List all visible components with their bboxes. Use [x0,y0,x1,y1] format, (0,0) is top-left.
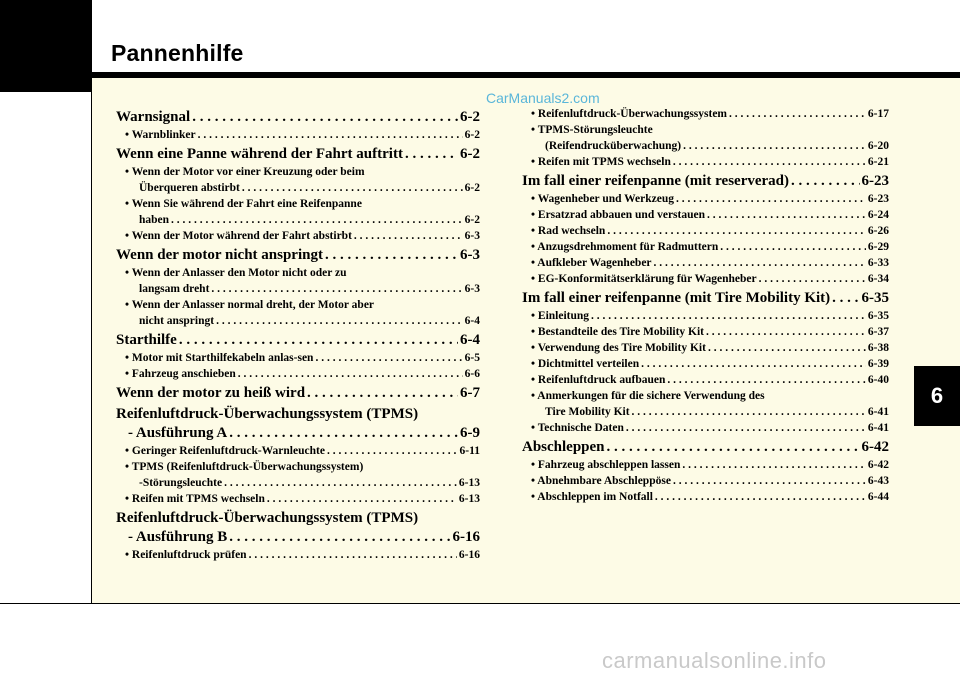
page-number: 6-3 [464,230,480,242]
page-number: 6-35 [867,310,889,322]
toc-entry[interactable] [116,443,480,459]
page-number: 6-17 [867,108,889,120]
entry-text: Tire Mobility Kit [545,406,630,418]
chapter-tab[interactable]: 6 [914,366,960,426]
dot-leader [315,350,462,366]
entry-line-1: • TPMS-Störungsleuchte [531,124,653,136]
dot-leader [632,404,866,420]
page-number: 6-39 [867,358,889,370]
entry-text: • Bestandteile des Tire Mobility Kit [531,326,705,338]
toc-entry[interactable] [116,459,480,491]
entry-text: • Dichtmittel verteilen [531,358,640,370]
entry-text: • Wenn der Motor während der Fahrt abstirbt [125,230,352,242]
toc-entry[interactable] [522,271,889,287]
dot-leader [729,106,866,122]
entry-line-2 [125,281,480,297]
entry-line-2 [125,212,480,228]
entry-text: haben [139,214,170,226]
dot-leader [676,191,866,207]
toc-entry[interactable] [522,255,889,271]
dot-leader [641,356,866,372]
toc-entry[interactable] [116,196,480,228]
entry-text: Im fall einer reifenpanne (mit reserverad) [522,173,790,189]
entry-line-1: • TPMS (Reifenluftdruck-Überwachungssystem) [125,461,364,473]
dot-leader [229,424,458,443]
toc-entry[interactable] [522,420,889,436]
toc-heading[interactable] [116,384,480,403]
page-number: 6-26 [867,225,889,237]
page-number: 6-9 [460,425,480,441]
entry-line-1: • Wenn der Anlasser normal dreht, der Motor aber [125,299,375,311]
entry-text: Im fall einer reifenpanne (mit Tire Mobility Kit) [522,290,831,306]
toc-entry[interactable] [522,340,889,356]
page-number: 6-3 [460,247,480,263]
dot-leader [591,308,866,324]
entry-text: • Ersatzrad abbauen und verstauen [531,209,705,221]
dot-leader [211,281,462,297]
dot-leader [667,372,866,388]
heading-line-1: Reifenluftdruck-Überwachungssystem (TPMS) [116,406,419,422]
toc-entry[interactable] [522,106,889,122]
entry-line-2 [531,404,889,420]
page-number: 6-35 [861,290,889,306]
entry-text: - Ausführung B [128,529,228,545]
toc-entry[interactable] [116,547,480,563]
toc-heading[interactable] [116,246,480,265]
page-number: 6-41 [867,422,889,434]
toc-entry[interactable] [522,372,889,388]
toc-entry[interactable] [522,489,889,505]
entry-text: - Ausführung A [128,425,228,441]
entry-text: Starthilfe [116,332,177,348]
page-number: 6-2 [460,146,480,162]
dot-leader [655,489,866,505]
page-number: 6-33 [867,257,889,269]
entry-text: Abschleppen [522,439,605,455]
entry-text: • Geringer Reifenluftdruck-Warnleuchte [125,445,325,457]
entry-text: • Reifenluftdruck aufbauen [531,374,666,386]
dot-leader [607,223,866,239]
toc-entry[interactable] [522,191,889,207]
page-number: 6-23 [861,173,889,189]
page-number: 6-23 [867,193,889,205]
watermark-logo: CarManuals2.com [486,90,600,106]
toc-heading[interactable] [116,509,480,547]
heading-line-2 [116,424,480,443]
dot-leader [192,108,458,127]
dot-leader [238,366,463,382]
page-number: 6-2 [464,214,480,226]
entry-text: • Anzugsdrehmoment für Radmuttern [531,241,719,253]
entry-text: -Störungsleuchte [139,477,223,489]
page-title: Pannenhilfe [111,40,244,66]
dot-leader [706,324,866,340]
page-number: 6-34 [867,273,889,285]
page-number: 6-4 [464,315,480,327]
page-number: 6-5 [464,352,480,364]
toc-entry[interactable] [522,207,889,223]
page-number: 6-3 [464,283,480,295]
entry-line-2 [125,475,480,491]
toc-entry[interactable] [116,366,480,382]
page-number: 6-4 [460,332,480,348]
page-number: 6-43 [867,475,889,487]
toc-heading[interactable] [116,405,480,443]
entry-line-2 [531,138,889,154]
entry-text: langsam dreht [139,283,210,295]
dot-leader [759,271,866,287]
entry-text: nicht anspringt [139,315,215,327]
page-number: 6-13 [458,477,480,489]
toc-entry[interactable] [116,297,480,329]
entry-text: • Rad wechseln [531,225,606,237]
toc-left-column [116,106,480,563]
dot-leader [707,207,866,223]
entry-line-1: • Wenn Sie während der Fahrt eine Reifenpanne [125,198,362,210]
entry-line-2 [125,313,480,329]
entry-text: (Reifendrucküberwachung) [545,140,682,152]
page-number: 6-11 [459,445,480,457]
dot-leader [171,212,463,228]
toc-entry[interactable] [522,473,889,489]
toc-heading[interactable] [522,438,889,457]
page-number: 6-2 [464,182,480,194]
page-number: 6-37 [867,326,889,338]
toc-entry[interactable] [522,324,889,340]
toc-entry[interactable] [522,388,889,420]
page-number: 6-21 [867,156,889,168]
page-number: 6-6 [464,368,480,380]
dot-leader [673,154,866,170]
entry-line-1: • Wenn der Anlasser den Motor nicht oder zu [125,267,347,279]
page-number: 6-24 [867,209,889,221]
toc-heading[interactable] [116,145,480,164]
toc-entry[interactable] [522,239,889,255]
dot-leader [791,172,859,191]
entry-text: • EG-Konformitätserklärung für Wagenheber [531,273,757,285]
entry-text: Wenn der motor nicht anspringt [116,247,323,263]
entry-text: • Aufkleber Wagenheber [531,257,652,269]
toc-entry[interactable] [116,350,480,366]
dot-leader [325,246,458,265]
toc-entry[interactable] [522,122,889,154]
entry-text: • Reifen mit TPMS wechseln [531,156,671,168]
dot-leader [307,384,458,403]
page-number: 6-40 [867,374,889,386]
dot-leader [242,180,463,196]
dot-leader [216,313,463,329]
entry-line-1: • Wenn der Motor vor einer Kreuzung oder beim [125,166,365,178]
dot-leader [354,228,463,244]
dot-leader [720,239,866,255]
entry-text: • Einleitung [531,310,590,322]
page-number: 6-42 [867,459,889,471]
entry-text: • Reifenluftdruck prüfen [125,549,247,561]
entry-line-1: • Anmerkungen für die sichere Verwendung des [531,390,765,402]
toc-entry[interactable] [116,228,480,244]
dot-leader [673,473,866,489]
dot-leader [682,457,866,473]
dot-leader [327,443,458,459]
toc-right-column [522,106,889,505]
page-number: 6-2 [460,109,480,125]
toc-entry[interactable] [116,127,480,143]
entry-text: • Reifen mit TPMS wechseln [125,493,265,505]
entry-text: • Technische Daten [531,422,624,434]
footer-watermark: carmanualsonline.info [602,648,827,673]
entry-text: • Fahrzeug anschieben [125,368,236,380]
entry-text: • Motor mit Starthilfekabeln anlas-sen [125,352,314,364]
dot-leader [607,438,860,457]
page-number: 6-16 [458,549,480,561]
entry-text: • Abschleppen im Notfall [531,491,653,503]
bottom-rule [0,603,960,604]
page-number: 6-41 [867,406,889,418]
dot-leader [267,491,457,507]
dot-leader [683,138,866,154]
toc-heading[interactable] [522,289,889,308]
page-number: 6-16 [452,529,480,545]
page-number: 6-13 [458,493,480,505]
entry-text: • Fahrzeug abschleppen lassen [531,459,681,471]
toc-entry[interactable] [116,265,480,297]
page-number: 6-29 [867,241,889,253]
entry-text: • Reifenluftdruck-Überwachungssystem [531,108,728,120]
dot-leader [179,331,458,350]
page-number: 6-20 [867,140,889,152]
entry-text: • Abnehmbare Abschleppöse [531,475,671,487]
toc-heading[interactable] [116,108,480,127]
page-number: 6-2 [464,129,480,141]
page-number: 6-7 [460,385,480,401]
toc-entry[interactable] [522,308,889,324]
entry-text: Überqueren abstirbt [139,182,240,194]
toc-entry[interactable] [522,356,889,372]
entry-text: • Verwendung des Tire Mobility Kit [531,342,706,354]
entry-text: Warnsignal [116,109,191,125]
dot-leader [708,340,866,356]
page-number: 6-38 [867,342,889,354]
dot-leader [626,420,866,436]
entry-text: • Warnblinker [125,129,196,141]
dot-leader [224,475,457,491]
dot-leader [405,145,458,164]
toc-entry[interactable] [116,491,480,507]
toc-heading[interactable] [116,331,480,350]
dot-leader [198,127,463,143]
entry-text: • Wagenheber und Werkzeug [531,193,675,205]
page-number: 6-42 [861,439,889,455]
entry-text: Wenn eine Panne während der Fahrt auftritt [116,146,403,162]
dot-leader [654,255,866,271]
entry-line-2 [125,180,480,196]
heading-line-1: Reifenluftdruck-Überwachungssystem (TPMS) [116,510,419,526]
page-number: 6-44 [867,491,889,503]
dot-leader [832,289,859,308]
entry-text: Wenn der motor zu heiß wird [116,385,306,401]
toc-heading[interactable] [522,172,889,191]
toc-entry[interactable] [522,223,889,239]
dot-leader [229,528,450,547]
dot-leader [249,547,457,563]
heading-line-2 [116,528,480,547]
toc-entry[interactable] [522,154,889,170]
toc-entry[interactable] [522,457,889,473]
toc-entry[interactable] [116,164,480,196]
corner-black-tab [0,0,92,92]
